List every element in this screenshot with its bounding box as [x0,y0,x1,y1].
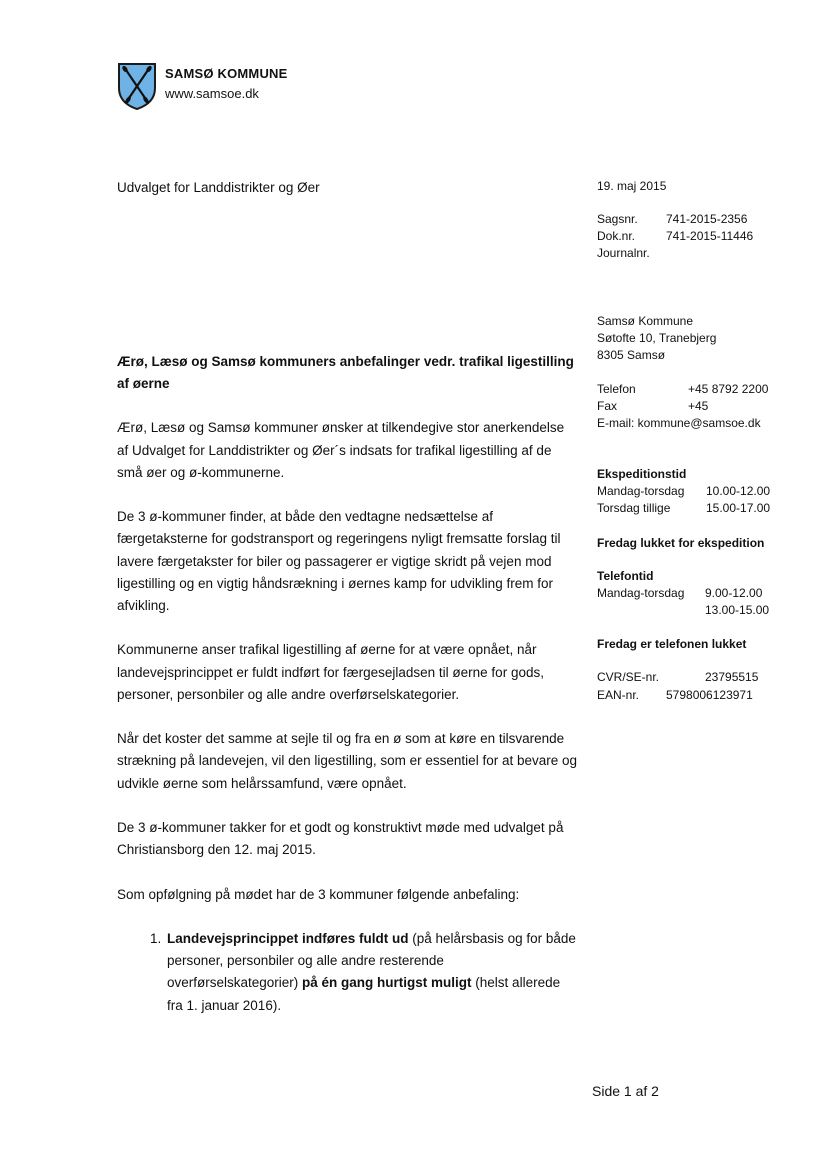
hours-label: Torsdag tillige [597,501,671,515]
hours-row [597,500,770,517]
phone-hours-row [597,602,769,619]
office-hours-title: Ekspeditionstid [597,467,687,481]
phone-hours-value: 9.00-12.00 [705,586,763,600]
cvr-label: CVR/SE-nr. [597,670,660,684]
paragraph: De 3 ø-kommuner finder, at både den vedtagne nedsættelse af færgetaksterne for godstransport og regeringens nyligt fremsatte forslag til lavere færgetakster for biler og passagerer er vigtige skridt på vejen mod ligestilling og en vigtig håndsrækning i øernes kamp for udvikling frem for afvikling. [117,509,561,614]
paragraph: Når det koster det samme at sejle til og fra en ø som at køre en tilsvarende strækning på landevejen, vil den ligestilling, som er essentiel for at bevare og udvikle øerne som helårssamfund, være opnået. [117,731,578,791]
fax-row [597,398,768,415]
case-row [597,245,753,262]
recommendation-bold: på én gang hurtigst muligt [302,975,472,991]
ean-value: 5798006123971 [666,687,753,702]
cvr-row [597,669,758,687]
hours-row [597,483,770,500]
phone-hours-value: 13.00-15.00 [705,603,770,617]
phone-hours-title: Telefontid [597,569,654,583]
case-label: Dok.nr. [597,229,636,243]
recommendation-item [165,928,577,1017]
recipient: Udvalget for Landdistrikter og Øer [117,180,320,195]
paragraph: Kommunerne anser trafikal ligestilling af øerne for at være opnået, når landevejsprincippet er fuldt indført for færgesejladsen til øerne for gods, personer, personbiler og alle andre overførselskategorier. [117,642,544,702]
phone-hours [597,568,769,619]
friday-phone-closed: Fredag er telefonen lukket [597,637,747,651]
coat-of-arms-icon [117,62,157,110]
case-row [597,211,753,228]
recommendation-text: (helst allerede fra 1. januar 2016). [167,975,561,1013]
org-name: SAMSØ KOMMUNE [165,66,288,81]
registration-ids [597,669,758,704]
phone-value[interactable]: +45 8792 2200 [688,382,769,396]
letter-date: 19. maj 2015 [597,179,667,193]
office-hours [597,466,770,517]
paragraph: Ærø, Læsø og Samsø kommuner ønsker at tilkendegive stor anerkendelse af Udvalget for Landdistrikter og Øer´s indsats for trafikal ligestilling af de små øer og ø-kommunerne. [117,420,565,480]
page-number: Side 1 af 2 [592,1083,659,1099]
address [597,313,716,364]
fax-label: Fax [597,399,618,413]
paragraph: De 3 ø-kommuner takker for et godt og konstruktivt møde med udvalget på Christiansborg den 12. maj 2015. [117,820,564,858]
hours-value: 15.00-17.00 [706,501,771,515]
phone-hours-row [597,585,769,602]
phone-label: Telefon [597,382,636,396]
hours-value: 10.00-12.00 [706,484,771,498]
case-label: Sagsnr. [597,212,638,226]
phone-row [597,381,768,398]
email-line[interactable]: E-mail: kommune@samsoe.dk [597,416,761,430]
cvr-value: 23795515 [705,670,759,684]
case-row [597,228,753,245]
address-line: Samsø Kommune [597,314,694,328]
contact-info [597,381,768,432]
phone-hours-label: Mandag-torsdag [597,586,685,600]
recommendation-text: (på helårsbasis og for både personer, personbiler og alle andre resterende overførselskategorier) [167,930,576,991]
case-value: 741-2015-2356 [666,212,748,226]
fax-value: +45 [688,399,709,413]
friday-office-closed: Fredag lukket for ekspedition [597,536,765,550]
hours-label: Mandag-torsdag [597,484,685,498]
address-line: 8305 Samsø [597,348,666,362]
ean-label: EAN-nr. [597,687,640,702]
recommendation-bold: Landevejsprincippet indføres fuldt ud [167,930,409,946]
address-line: Søtofte 10, Tranebjerg [597,331,717,345]
letter-body [117,351,577,1017]
case-info [597,211,753,262]
recommendation-list [117,928,577,1017]
case-value: 741-2015-11446 [666,229,754,243]
org-url[interactable]: www.samsoe.dk [165,86,259,101]
paragraph: Som opfølgning på mødet har de 3 kommuner følgende anbefaling: [117,886,520,902]
ean-row [597,687,758,705]
case-label: Journalnr. [597,246,650,260]
letter-title: Ærø, Læsø og Samsø kommuners anbefalinger vedr. trafikal ligestilling af øerne [117,354,574,392]
